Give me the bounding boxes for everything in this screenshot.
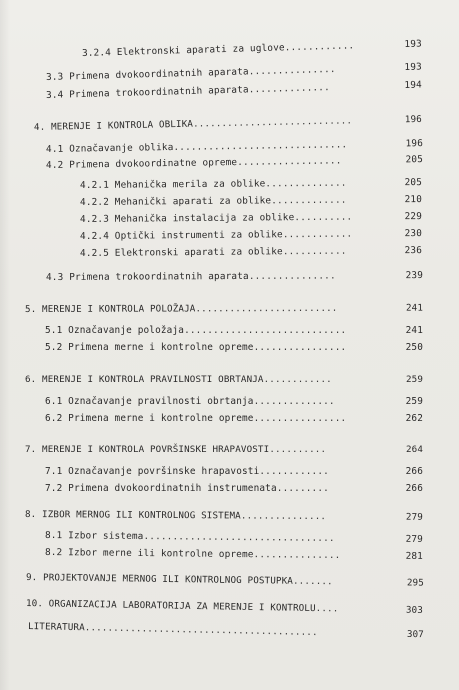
toc-entry-page: 262 xyxy=(405,413,423,424)
toc-entry-page: 259 xyxy=(405,396,423,407)
toc-entry-page: 241 xyxy=(405,325,423,336)
toc-entry-page: 266 xyxy=(405,466,423,477)
toc-entry-5-1 xyxy=(45,325,423,336)
toc-entry-page: 264 xyxy=(405,444,423,455)
toc-entry-label: 8. IZBOR MERNOG ILI KONTROLNOG SISTEMA xyxy=(24,509,241,522)
toc-entry-page: 210 xyxy=(404,194,423,206)
toc-entry-page: 230 xyxy=(404,228,423,240)
toc-entry-leaders: ............... xyxy=(253,549,341,562)
toc-entry-leaders: .................. xyxy=(237,155,342,168)
toc-entry-label: 7.2 Primena dvokoordinatnih instrumenata xyxy=(45,483,277,494)
toc-entry-leaders: ............................ xyxy=(192,115,353,130)
toc-entry-leaders: ............ xyxy=(259,466,329,477)
toc-entry-label: 5.1 Označavanje položaja xyxy=(45,325,185,336)
toc-entry-page: 194 xyxy=(404,79,423,91)
toc-entry-10 xyxy=(25,598,424,616)
toc-entry-label: 4.3 Primena trokoordinatnih aparata xyxy=(45,270,249,283)
toc-entry-page: 307 xyxy=(406,628,425,641)
toc-entry-4-2-2 xyxy=(79,194,423,208)
toc-entry-label: 8.2 Izbor merne ili kontrolne opreme xyxy=(44,547,254,561)
page-binding-shadow xyxy=(0,0,10,690)
toc-entry-page: 241 xyxy=(405,302,424,314)
toc-entry-label: 8.1 Izbor sistema xyxy=(44,530,144,543)
toc-entry-label: 6.1 Označavanje pravilnosti obrtanja xyxy=(45,396,254,407)
toc-entry-literatura xyxy=(27,621,425,641)
toc-entry-4-2-3 xyxy=(79,211,423,225)
toc-entry-4-2-1 xyxy=(79,177,423,191)
toc-entry-page: 236 xyxy=(404,245,423,257)
toc-entry-6-2 xyxy=(45,413,423,424)
toc-entry-page: 229 xyxy=(404,211,423,223)
toc-entry-leaders: ......................... xyxy=(195,302,338,315)
toc-entry-page: 279 xyxy=(405,533,424,545)
toc-entry-leaders: ................ xyxy=(253,342,347,353)
toc-entry-leaders: .............. xyxy=(248,82,330,96)
toc-entry-leaders: ................................. xyxy=(143,531,335,545)
toc-entry-4-1 xyxy=(45,138,424,155)
toc-entry-page: 259 xyxy=(405,374,423,385)
toc-entry-page: 281 xyxy=(405,550,424,562)
toc-entry-label: 4. MERENJE I KONTROLA OBLIKA xyxy=(33,118,194,133)
toc-entry-leaders: ................ xyxy=(253,413,347,424)
toc-entry-label: 3.3 Primena dvokoordinatnih aparata xyxy=(45,66,249,83)
toc-entry-3-2-4 xyxy=(81,38,423,59)
toc-entry-6 xyxy=(25,374,423,385)
toc-entry-leaders: .............. xyxy=(253,396,335,407)
toc-entry-page: 250 xyxy=(405,342,423,353)
toc-entry-7-2 xyxy=(45,483,423,494)
toc-entry-8-1 xyxy=(44,530,424,545)
toc-entry-label: 3.2.4 Elektronski aparati za uglove xyxy=(81,42,285,59)
toc-entry-label: 4.2.1 Mehanička merila za oblike xyxy=(79,178,266,191)
toc-entry-4 xyxy=(33,113,423,133)
toc-entry-leaders: ....... xyxy=(292,575,333,588)
toc-entry-label: 6.2 Primena merne i kontrolne opreme xyxy=(45,413,254,424)
toc-entry-7-1 xyxy=(45,466,423,477)
toc-entry-label: 4.2.4 Optički instrumenti za oblike xyxy=(79,229,283,242)
toc-entry-leaders: ............ xyxy=(284,40,355,54)
toc-entry-label: 4.2.5 Elektronski aparati za oblike xyxy=(79,246,283,259)
toc-entry-leaders: ......... xyxy=(276,483,329,494)
toc-entry-leaders: ......................................... xyxy=(84,622,318,639)
toc-entry-7 xyxy=(25,444,423,455)
toc-entry-label: LITERATURA xyxy=(27,621,85,634)
toc-entry-3-3 xyxy=(45,61,423,83)
toc-entry-leaders: ............ xyxy=(282,228,353,241)
toc-entry-9 xyxy=(25,572,425,589)
toc-entry-leaders: ........... xyxy=(282,245,347,258)
toc-entry-4-2-5 xyxy=(79,245,423,259)
toc-entry-page: 196 xyxy=(404,113,423,126)
toc-entry-8 xyxy=(24,509,424,523)
toc-entry-label: 3.4 Primena trokoordinatnih aparata xyxy=(45,84,249,101)
toc-entry-label: 6. MERENJE I KONTROLA PRAVILNOSTI OBRTANJA xyxy=(25,374,264,385)
toc-entry-leaders: .... xyxy=(315,603,339,615)
toc-entry-page: 205 xyxy=(404,177,423,189)
toc-entry-leaders: ............... xyxy=(248,270,336,282)
toc-entry-label: 4.1 Označavanje oblika xyxy=(45,141,174,155)
toc-entry-label: 10. ORGANIZACIJA LABORATORIJA ZA MERENJE I KONTROLU xyxy=(25,598,316,615)
toc-entry-leaders: ............... xyxy=(240,510,327,523)
toc-entry-leaders: .......... xyxy=(269,444,327,455)
toc-entry-page: 239 xyxy=(405,270,424,282)
toc-entry-4-2-4 xyxy=(79,228,423,242)
toc-entry-8-2 xyxy=(44,547,424,562)
toc-entry-page: 295 xyxy=(406,577,425,589)
toc-entry-label: 5.2 Primena merne i kontrolne opreme xyxy=(45,342,254,353)
toc-entry-5 xyxy=(24,302,424,315)
toc-entry-page: 205 xyxy=(405,154,424,166)
toc-entry-leaders: .............................. xyxy=(173,139,348,153)
toc-entry-label: 4.2 Primena dvokoordinatne opreme xyxy=(45,156,238,171)
toc-entry-5-2 xyxy=(45,342,423,353)
toc-entry-label: 9. PROJEKTOVANJE MERNOG ILI KONTROLNOG POSTUPKA xyxy=(25,572,294,587)
toc-entry-page: 196 xyxy=(405,138,424,150)
toc-entry-4-3 xyxy=(45,270,424,283)
toc-entry-page: 279 xyxy=(405,511,424,523)
toc-entry-leaders: ............................ xyxy=(184,325,347,336)
toc-entry-label: 4.2.3 Mehanička instalacija za oblike xyxy=(79,212,295,225)
toc-entry-4-2 xyxy=(45,154,424,171)
toc-entry-page: 193 xyxy=(404,61,423,73)
toc-entry-label: 4.2.2 Mehanički aparati za oblike xyxy=(79,195,272,208)
toc-entry-page: 266 xyxy=(405,483,423,494)
toc-entry-3-4 xyxy=(45,79,423,101)
toc-entry-label: 7.1 Označavanje površinske hrapavosti xyxy=(45,466,260,477)
toc-entry-page: 193 xyxy=(404,38,423,50)
toc-entry-leaders: ............... xyxy=(248,63,336,78)
toc-entry-label: 7. MERENJE I KONTROLA POVRŠINSKE HRAPAVOSTI xyxy=(25,444,270,455)
toc-entry-6-1 xyxy=(45,396,423,407)
toc-entry-label: 5. MERENJE I KONTROLA POLOŽAJA xyxy=(24,303,196,315)
toc-entry-leaders: ............. xyxy=(271,194,347,207)
toc-entry-leaders: .............. xyxy=(265,177,347,190)
toc-entry-leaders: ............ xyxy=(263,374,332,385)
toc-entry-leaders: .......... xyxy=(294,211,353,224)
toc-entry-page: 303 xyxy=(405,604,424,616)
